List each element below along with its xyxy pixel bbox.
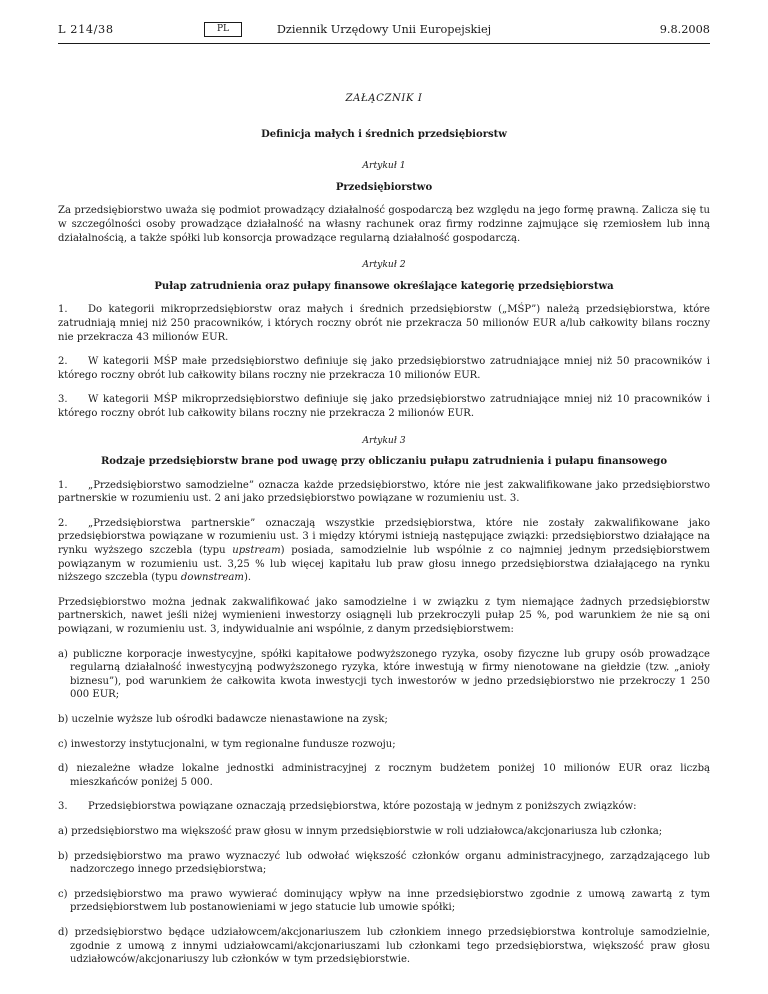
article-2-paragraph-2 [58, 355, 710, 382]
paragraph-text: „Przedsiębiorstwa partnerskie” oznaczają wszystkie przedsiębiorstwa, które nie zostały zakwalifikowane jako przedsiębiorstwa powiązane w rozumieniu ust. 3 i między którymi istnieją następujące związki: przedsiębiorstwo działające na rynku wyższego szczebla (typu [58, 517, 710, 557]
journal-header [58, 20, 710, 42]
paragraph-number: 1. [58, 479, 68, 491]
annex-label: ZAŁĄCZNIK I [345, 93, 423, 104]
relationship-list-item: c) przedsiębiorstwo ma prawo wywierać dominujący wpływ na inne przedsiębiorstwo zgodnie z umową zawartą z tym przedsiębiorstwem lub postanowieniami w jego statucie lub umowie spółki; [58, 888, 710, 914]
article-2-paragraph-1 [58, 303, 710, 344]
paragraph-number: 1. [58, 304, 68, 316]
language-badge: PL [204, 22, 242, 37]
paragraph-text: ). [243, 572, 252, 584]
paragraph-text: W kategorii MŚP mikroprzedsiębiorstwo definiuje się jako przedsiębiorstwo zatrudniające mniej niż 10 pracowników i którego roczny obrót lub całkowity bilans roczny nie przekracza 2 milionów EUR. [58, 394, 710, 419]
investor-list-item: d) niezależne władze lokalne jednostki administracyjnej z rocznym budżetem poniżej 10 milionów EUR oraz liczbą mieszkańców poniżej 5 000. [58, 763, 710, 788]
article-2-title: Pułap zatrudnienia oraz pułapy finansowe określające kategorię przedsiębiorstwa [154, 280, 614, 292]
document-title: Definicja małych i średnich przedsiębiorstw [261, 128, 507, 140]
paragraph-text: Przedsiębiorstwa powiązane oznaczają przedsiębiorstwa, które pozostają w jednym z poniższych związków: [88, 801, 637, 813]
header-divider [58, 43, 710, 44]
page-reference: L 214/38 [58, 23, 114, 36]
paragraph-number: 2. [58, 356, 68, 368]
article-3-paragraph-2 [58, 517, 710, 585]
article-3-label: Artykuł 3 [362, 434, 406, 446]
paragraph-number: 3. [58, 801, 68, 813]
article-2-paragraph-3 [58, 393, 710, 420]
paragraph-text: W kategorii MŚP małe przedsiębiorstwo definiuje się jako przedsiębiorstwo zatrudniające mniej niż 50 pracowników i którego roczny obrót lub całkowity bilans roczny nie przekracza 10 milionów EUR. [58, 356, 710, 381]
article-1-label: Artykuł 1 [362, 160, 406, 172]
journal-title: Dziennik Urzędowy Unii Europejskiej [276, 23, 492, 36]
relationship-list-item: d) przedsiębiorstwo będące udziałowcem/akcjonariuszem lub członkiem innego przedsiębiorstwa kontroluje samodzielnie, zgodnie z umową z innymi udziałowcami/akcjonariuszami lub członkami tego przedsiębiorstwa, większość praw głosu udziałowców/akcjonariuszy lub członków w tym przedsiębiorstwie. [58, 926, 710, 966]
investor-list-item: c) inwestorzy instytucjonalni, w tym regionalne fundusze rozwoju; [58, 738, 396, 750]
paragraph-text: „Przedsiębiorstwo samodzielne” oznacza każde przedsiębiorstwo, które nie jest zakwalifikowane jako przedsiębiorstwo partnerskie w rozumieniu ust. 2 ani jako przedsiębiorstwo powiązane w rozumieniu ust. 3. [58, 479, 710, 505]
article-2-label: Artykuł 2 [362, 259, 406, 271]
relationship-list-item: a) przedsiębiorstwo ma większość praw głosu w innym przedsiębiorstwie w roli udziałowca/akcjonariusza lub członka; [58, 825, 663, 837]
term-downstream: downstream [180, 572, 244, 584]
article-3-paragraph-1 [58, 479, 710, 506]
relationship-list-item: b) przedsiębiorstwo ma prawo wyznaczyć lub odwołać większość członków organu administracyjnego, zarządzającego lub nadzorczego innego przedsiębiorstwa; [58, 850, 710, 876]
publication-date: 9.8.2008 [659, 23, 710, 36]
article-1-title: Przedsiębiorstwo [335, 181, 433, 193]
paragraph-number: 3. [58, 394, 68, 406]
investor-list-item: b) uczelnie wyższe lub ośrodki badawcze nienastawione na zysk; [58, 714, 388, 725]
paragraph-text: ) posiada, samodzielnie lub wspólnie z co najmniej jednym przedsiębiorstwem powiązanym w rozumieniu ust. 3,25 % lub więcej kapitału lub praw głosu innego przedsiębiorstwa działającego na rynku niższego szczebla (typu [58, 545, 710, 584]
term-upstream: upstream [232, 545, 281, 557]
article-3-title: Rodzaje przedsiębiorstw brane pod uwagę przy obliczaniu pułapu zatrudnienia i pułapu finansowego [100, 456, 668, 468]
article-3-paragraph-2-extra: Przedsiębiorstwo można jednak zakwalifikować jako samodzielne i w związku z tym niemające żadnych przedsiębiorstw partnerskich, nawet jeśli niżej wymienieni inwestorzy osiągnęli lub przekroczyli pułap 25 %, pod warunkiem że nie są oni powiązani, w rozumieniu ust. 3, indywidualnie ani wspólnie, z danym przedsiębiorstwem: [58, 596, 710, 636]
paragraph-number: 2. [58, 517, 68, 529]
article-3-paragraph-3 [58, 800, 710, 814]
paragraph-text: Do kategorii mikroprzedsiębiorstw oraz małych i średnich przedsiębiorstw („MŚP”) należą przedsiębiorstwa, które zatrudniają mniej niż 250 pracowników, i których roczny obrót nie przekracza 50 milionów EUR a/lub całkowity bilans roczny nie przekracza 43 milionów EUR. [58, 304, 710, 343]
article-1-text: Za przedsiębiorstwo uważa się podmiot prowadzący działalność gospodarczą bez względu na jego formę prawną. Zalicza się tu w szczególności osoby prowadzące działalność na własny rachunek oraz firmy rodzinne zajmujące się rzemiosłem lub inną działalnością, a także spółki lub konsorcja prowadzące regularną działalność gospodarczą. [58, 205, 710, 244]
document-body [58, 92, 710, 978]
investor-list-item: a) publiczne korporacje inwestycyjne, spółki kapitałowe podwyższonego ryzyka, osoby fizyczne lub grupy osób prowadzące regularną działalność inwestycyjną podwyższonego ryzyka, które inwestują w firmy nienotowane na giełdzie (tzw. „anioły biznesu”), pod warunkiem że całkowita kwota inwestycji tych inwestorów w jedno przedsiębiorstwo nie przekroczy 1 250 000 EUR; [58, 648, 710, 701]
